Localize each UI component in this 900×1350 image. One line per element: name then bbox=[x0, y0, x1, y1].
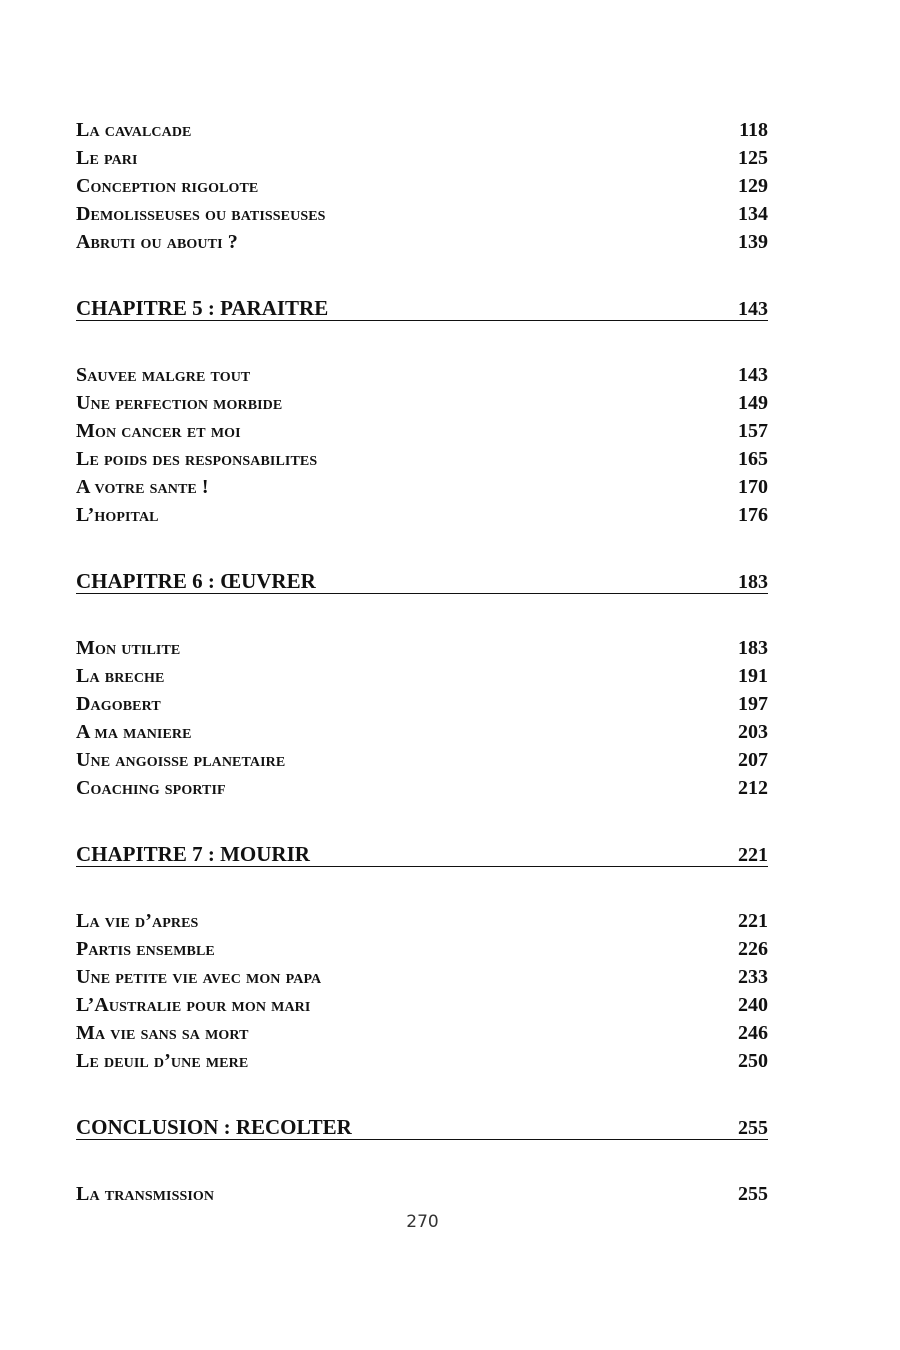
toc-entry bbox=[76, 1019, 768, 1047]
entry-page-number: 176 bbox=[738, 504, 768, 526]
entry-page-number: 143 bbox=[738, 364, 768, 386]
entry-page-number: 191 bbox=[738, 665, 768, 687]
entry-title: Le deuil d’une mere bbox=[76, 1050, 249, 1072]
chapter-page-number: 221 bbox=[738, 844, 768, 866]
toc-entry bbox=[76, 417, 768, 445]
entry-page-number: 170 bbox=[738, 476, 768, 498]
entry-title: La cavalcade bbox=[76, 119, 192, 141]
entry-title: La vie d’apres bbox=[76, 910, 199, 932]
entry-title: Ma vie sans sa mort bbox=[76, 1022, 249, 1044]
entry-title: A votre sante ! bbox=[76, 476, 209, 498]
entry-title: Coaching sportif bbox=[76, 777, 226, 799]
entry-title: La breche bbox=[76, 665, 165, 687]
entry-page-number: 197 bbox=[738, 693, 768, 715]
toc-entry bbox=[76, 361, 768, 389]
entry-title: Le pari bbox=[76, 147, 138, 169]
entry-group bbox=[76, 1180, 768, 1208]
chapter-page-number: 143 bbox=[738, 298, 768, 320]
chapter-page-number: 183 bbox=[738, 571, 768, 593]
entry-page-number: 212 bbox=[738, 777, 768, 799]
toc-entry bbox=[76, 389, 768, 417]
entry-page-number: 246 bbox=[738, 1022, 768, 1044]
entry-title: Conception rigolote bbox=[76, 175, 259, 197]
entry-page-number: 207 bbox=[738, 749, 768, 771]
entry-title: Mon utilite bbox=[76, 637, 181, 659]
toc-entry bbox=[76, 634, 768, 662]
entry-title: Mon cancer et moi bbox=[76, 420, 241, 442]
entry-title: Une angoisse planetaire bbox=[76, 749, 286, 771]
entry-page-number: 157 bbox=[738, 420, 768, 442]
toc-entry bbox=[76, 991, 768, 1019]
entry-title: Une petite vie avec mon papa bbox=[76, 966, 322, 988]
chapter-heading bbox=[76, 842, 768, 867]
entry-page-number: 226 bbox=[738, 938, 768, 960]
toc-entry bbox=[76, 501, 768, 529]
entry-title: A ma maniere bbox=[76, 721, 192, 743]
toc-entry bbox=[76, 200, 768, 228]
entry-page-number: 129 bbox=[738, 175, 768, 197]
toc-entry bbox=[76, 963, 768, 991]
toc-entry bbox=[76, 935, 768, 963]
chapter-heading bbox=[76, 1115, 768, 1140]
chapter-title: CONCLUSION : RECOLTER bbox=[76, 1115, 352, 1139]
entry-group bbox=[76, 634, 768, 802]
entry-title: Sauvee malgre tout bbox=[76, 364, 251, 386]
toc-entry bbox=[76, 746, 768, 774]
entry-title: Abruti ou abouti ? bbox=[76, 231, 238, 253]
toc-entry bbox=[76, 1180, 768, 1208]
toc-entry bbox=[76, 445, 768, 473]
entry-title: Une perfection morbide bbox=[76, 392, 283, 414]
toc-entry bbox=[76, 1047, 768, 1075]
entry-page-number: 165 bbox=[738, 448, 768, 470]
chapter-title: CHAPITRE 6 : ŒUVRER bbox=[76, 569, 316, 593]
entry-page-number: 233 bbox=[738, 966, 768, 988]
entry-page-number: 203 bbox=[738, 721, 768, 743]
toc-entry bbox=[76, 718, 768, 746]
entry-page-number: 149 bbox=[738, 392, 768, 414]
chapter-heading bbox=[76, 569, 768, 594]
toc-entry bbox=[76, 473, 768, 501]
entry-page-number: 240 bbox=[738, 994, 768, 1016]
toc-entry bbox=[76, 116, 768, 144]
toc-entry bbox=[76, 774, 768, 802]
entry-page-number: 221 bbox=[738, 910, 768, 932]
toc-entry bbox=[76, 907, 768, 935]
toc-entry bbox=[76, 690, 768, 718]
entry-title: Partis ensemble bbox=[76, 938, 215, 960]
entry-page-number: 125 bbox=[738, 147, 768, 169]
entry-title: La transmission bbox=[76, 1183, 215, 1205]
chapter-title: CHAPITRE 5 : PARAITRE bbox=[76, 296, 329, 320]
entry-title: Le poids des responsabilites bbox=[76, 448, 318, 470]
entry-group bbox=[76, 907, 768, 1075]
entry-group bbox=[76, 361, 768, 529]
table-of-contents bbox=[76, 116, 768, 1208]
toc-entry bbox=[76, 662, 768, 690]
toc-entry bbox=[76, 144, 768, 172]
toc-entry bbox=[76, 172, 768, 200]
entry-title: Dagobert bbox=[76, 693, 161, 715]
entry-group bbox=[76, 116, 768, 256]
entry-title: L’hopital bbox=[76, 504, 159, 526]
entry-page-number: 183 bbox=[738, 637, 768, 659]
entry-page-number: 134 bbox=[738, 203, 768, 225]
entry-page-number: 250 bbox=[738, 1050, 768, 1072]
entry-page-number: 139 bbox=[738, 231, 768, 253]
entry-title: L’Australie pour mon mari bbox=[76, 994, 311, 1016]
chapter-title: CHAPITRE 7 : MOURIR bbox=[76, 842, 310, 866]
entry-page-number: 255 bbox=[738, 1183, 768, 1205]
entry-title: Demolisseuses ou batisseuses bbox=[76, 203, 326, 225]
page-number: 270 bbox=[406, 1212, 439, 1232]
chapter-heading bbox=[76, 296, 768, 321]
entry-page-number: 118 bbox=[739, 119, 768, 141]
toc-entry bbox=[76, 228, 768, 256]
chapter-page-number: 255 bbox=[738, 1117, 768, 1139]
